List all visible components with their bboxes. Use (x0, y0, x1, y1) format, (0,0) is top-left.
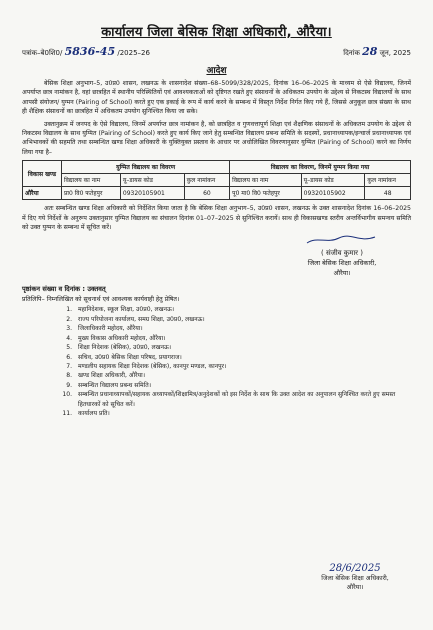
paired-school-group-header: युग्मित विद्यालय का विवरण (62, 161, 230, 174)
letter-reference (22, 46, 150, 59)
paragraph-1: बेसिक शिक्षा अनुभाग–5, उ0प्र0 शासन, लखनऊ के शासनादेश संख्या–68–5099/328/2025, दिनांक 16–06–2025 के माध्यम से ऐसे विद्यालय, जिनमें अपर्याप्त छात्र नामांकन है, वहां छात्रहित में स्थानीय परिस्थितियों एवं आवश्यकताओं को दृष्टिगत रखते हुए संसाधनों के अधिकतम उपयोग के उद्देश्य से निकटस्थ विद्यालयों के साथ आपसी संयोजन/ युग्मन (Pairing of School) करते हुए एक इकाई के रूप में कार्य करने के सम्बन्ध में विस्तृत निर्देश निर्गत किए गये हैं, जिससे अनुकूल छात्र संख्या के साथ ही शैक्षिक संसाधनों का छात्रहित में अधिकतम उपयोग सुनिश्चित किया जा सके। (22, 80, 411, 116)
footer-signature-block (300, 564, 410, 593)
footer-initials-handwritten: 28/6/2025 (329, 563, 381, 574)
list-item: 8. खण्ड शिक्षा अधिकारी, औरैया। (74, 371, 411, 380)
date-prefix: दिनांक (343, 49, 360, 57)
ref-number-handwritten: 5836-45 (64, 45, 116, 58)
col-udise: यू–डायस कोड (301, 174, 365, 187)
pairing-table (22, 160, 411, 200)
list-item: 2. राज्य परियोजना कार्यालय, समग्र शिक्षा, उ0प्र0, लखनऊ। (74, 315, 411, 324)
table-subheader-row (23, 174, 411, 187)
table-header-row (23, 161, 411, 174)
list-item: 9. सम्बन्धित विद्यालय प्रबन्ध समिति। (74, 381, 411, 390)
ref-suffix: /2025–26 (117, 49, 150, 57)
recipient-list (22, 305, 411, 418)
list-item: 7. मण्डलीय सहायक शिक्षा निदेशक (बेसिक), कानपुर मण्डल, कानपुर। (74, 362, 411, 371)
cell-merged-udise: 09320105902 (301, 187, 365, 200)
col-enrollment: कुल नामांकन (365, 174, 411, 187)
paragraph-3: अतः सम्बन्धित खण्ड शिक्षा अधिकारी को निर्देशित किया जाता है कि बेसिक शिक्षा अनुभाग–5, उ0प्र0 शासन, लखनऊ के उक्त शासनादेश दिनांक 16–06–2025 में दिए गये निर्देशों के अनुरूप उक्तानुसार युग्मित विद्यालय का संचालन दिनांक 01–07–2025 से सुनिश्चित करायें। साथ ही विकासखण्ड स्तरीय अन्तर्विभागीय समन्वय समिति को उक्त युग्मन के सम्बन्ध में सूचित करें। (22, 205, 411, 232)
paragraph-2: उक्तानुक्रम में जनपद के ऐसे विद्यालय, जिनमें अपर्याप्त छात्र नामांकन है, को छात्रहित व गुणवत्तापूर्ण शिक्षा एवं शैक्षणिक संसाधनों के अधिकतम उपयोग के उद्देश्य से निकटस्थ विद्यालय के साथ युग्मित (Pairing of School) करते हुए कार्य किए जाने हेतु सम्बन्धित विद्यालय प्रबन्ध समिति के सदस्यों, प्रधानाध्यापक/इन्चार्ज प्रधानाध्यापक एवं अभिभावकों की सहमति तथा सम्बन्धित खण्ड शिक्षा अधिकारी के युक्तियुक्त प्रस्ताव के आधार पर अधोलिखित विवरणानुसार युग्मित (Pairing of School) करने का निर्णय लिया गया है– (22, 120, 411, 156)
list-item: 11. कार्यालय प्रति। (74, 409, 411, 418)
footer-designation: जिला बेसिक शिक्षा अधिकारी, (321, 574, 389, 582)
list-item: 10. सम्बन्धित प्रधानाध्यापकों/सहायक अध्यापकों/शिक्षामित्र/अनुदेशकों को इस निर्देश के साथ कि उक्त आदेश का अनुपालन सुनिश्चित करते हुए समस्त हितधारकों को सूचित करें। (74, 390, 411, 409)
cell-paired-school: प्रा0 वि0 फतेहपुर (62, 187, 121, 200)
office-title: कार्यालय जिला बेसिक शिक्षा अधिकारी, औरैया। (101, 25, 332, 40)
col-school-name: विद्यालय का नाम (230, 174, 302, 187)
signatory-name: ( संजीव कुमार ) (320, 249, 363, 258)
list-item: 4. मुख्य विकास अधिकारी महोदय, औरैया। (74, 334, 411, 343)
footer-place: औरैया। (346, 584, 364, 591)
cell-merged-school: पू0 मा0 वि0 फतेहपुर (230, 187, 302, 200)
signature-block (287, 235, 397, 278)
merged-school-group-header: विद्यालय का विवरण, जिनमें युग्मन किया गया (230, 161, 411, 174)
signatory-place: औरैया। (333, 269, 351, 278)
letter-date (343, 46, 411, 59)
date-rest: जून, 2025 (379, 49, 411, 57)
reference-row (22, 46, 411, 59)
block-header: विकास खण्ड (23, 161, 62, 187)
signature-scribble (287, 235, 397, 245)
copy-intro: प्रतिलिपि– निम्नलिखित को सूचनार्थ एवं आवश्यक कार्यवाही हेतु प्रेषित। (22, 296, 180, 304)
col-udise: यू–डायस कोड (120, 174, 184, 187)
list-item: 6. सचिव, उ0प्र0 बेसिक शिक्षा परिषद, प्रयागराज। (74, 353, 411, 362)
col-enrollment: कुल नामांकन (184, 174, 230, 187)
date-day-handwritten: 28 (362, 45, 378, 58)
table-row (23, 187, 411, 200)
endorsement-heading: पृष्ठांकन संख्या व दिनांक : उक्तवत् (22, 285, 106, 294)
cell-merged-enrollment: 48 (365, 187, 411, 200)
list-item: 1. महानिदेशक, स्कूल शिक्षा, उ0प्र0, लखनऊ। (74, 305, 411, 314)
col-school-name: विद्यालय का नाम (62, 174, 121, 187)
list-item: 5. शिक्षा निदेशक (बेसिक), उ0प्र0, लखनऊ। (74, 343, 411, 352)
signatory-designation: जिला बेसिक शिक्षा अधिकारी, (307, 259, 377, 268)
list-item: 3. जिलाधिकारी महोदय, औरैया। (74, 324, 411, 333)
cell-block: औरैया (23, 187, 62, 200)
order-heading: आदेश (206, 66, 227, 76)
ref-prefix: पत्रांक–बे0शि0/ (22, 49, 63, 57)
cell-paired-enrollment: 60 (184, 187, 230, 200)
cell-paired-udise: 09320105901 (120, 187, 184, 200)
